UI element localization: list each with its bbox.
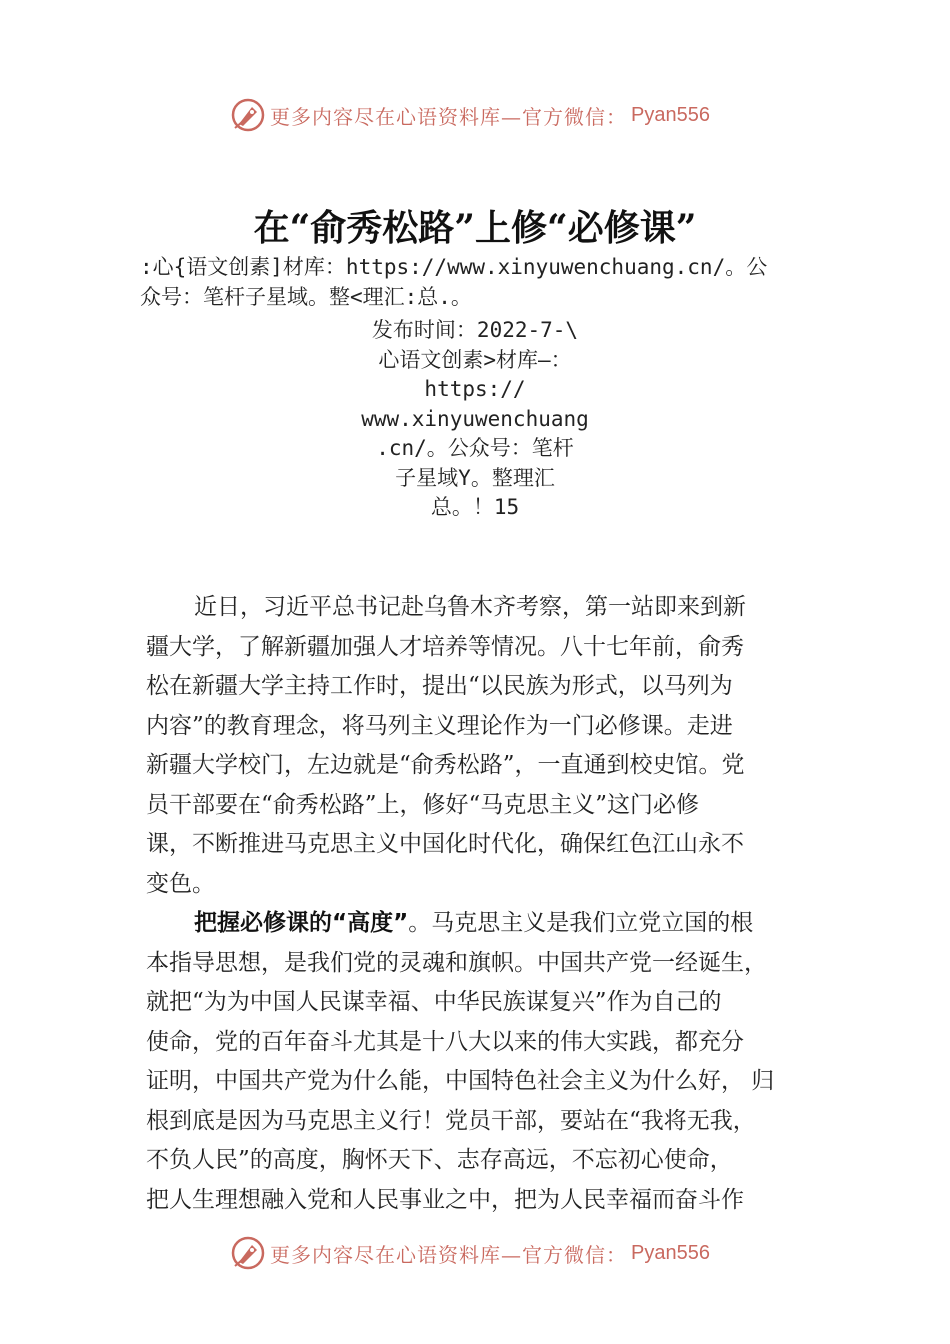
paragraph-text: 。马克思主义是我们立党立国的根 <box>408 910 754 936</box>
banner-text: 更多内容尽在心语资料库—官方微信： <box>270 1242 627 1267</box>
paragraph-line: 疆大学，了解新疆加强人才培养等情况。八十七年前，俞秀 <box>146 633 744 660</box>
meta-line: :心{语文创素]材库：https://www.xinyuwenchuang.cn/。公 <box>140 255 768 279</box>
paragraph-line: 证明，中国共产党为什么能，中国特色社会主义为什么好， 归 <box>146 1068 775 1094</box>
meta-line: 众号：笔杆子星域。整<理汇:总.。 <box>140 285 472 309</box>
paragraph-line: 根到底是因为马克思主义行！党员干部，要站在“我将无我， <box>146 1107 756 1134</box>
publish-line: 总。！15 <box>430 495 520 519</box>
banner-wechat-id: Pyan556 <box>631 103 710 126</box>
paragraph-line: 变色。 <box>146 870 215 897</box>
publish-line: 心语文创素>材库—： <box>378 347 572 372</box>
banner-text: 更多内容尽在心语资料库—官方微信： <box>270 104 627 129</box>
pen-nib-logo-icon <box>230 1235 266 1271</box>
publish-line: 子星域Y。整理汇 <box>395 465 555 490</box>
publish-info <box>0 316 950 523</box>
banner-wechat-id: Pyan556 <box>631 1241 710 1264</box>
article-title: 在“俞秀松路”上修“必修课” <box>253 207 697 249</box>
paragraph-line: 内容”的教育理念，将马列主义理论作为一门必修课。走进 <box>146 712 733 739</box>
paragraph-line: 员干部要在“俞秀松路”上，修好“马克思主义”这门必修 <box>146 791 700 818</box>
paragraph-line: 近日，习近平总书记赴乌鲁木齐考察，第一站即来到新 <box>194 594 746 620</box>
header-banner[interactable] <box>230 95 750 135</box>
paragraph-line: 把人生理想融入党和人民事业之中，把为人民幸福而奋斗作 <box>146 1186 744 1213</box>
publish-line: .cn/。公众号：笔杆 <box>376 436 574 460</box>
paragraph-line: 不负人民”的高度，胸怀天下、志存高远，不忘初心使命， <box>146 1147 733 1173</box>
paragraph-line: 松在新疆大学主持工作时，提出“以民族为形式，以马列为 <box>146 673 733 699</box>
paragraph-line: 本指导思想，是我们党的灵魂和旗帜。中国共产党一经诞生， <box>146 949 767 976</box>
publish-line: www.xinyuwenchuang <box>361 406 589 431</box>
section-heading: 把握必修课的“高度” <box>194 910 409 936</box>
footer-banner[interactable] <box>230 1233 750 1273</box>
source-meta <box>140 252 820 312</box>
paragraph-line: 使命，党的百年奋斗尤其是十八大以来的伟大实践，都充分 <box>146 1028 744 1055</box>
publish-line: https:// <box>424 377 526 401</box>
article-body <box>146 588 811 1220</box>
paragraph-line: 就把“为为中国人民谋幸福、中华民族谋复兴”作为自己的 <box>146 989 722 1015</box>
paragraph-line: 新疆大学校门，左边就是“俞秀松路”，一直通到校史馆。党 <box>146 752 745 778</box>
paragraph-line: 课，不断推进马克思主义中国化时代化，确保红色江山永不 <box>146 831 744 857</box>
paragraph-first-line <box>146 904 811 944</box>
pen-nib-logo-icon <box>230 97 266 133</box>
publish-line: 发布时间：2022-7-\ <box>371 318 579 342</box>
